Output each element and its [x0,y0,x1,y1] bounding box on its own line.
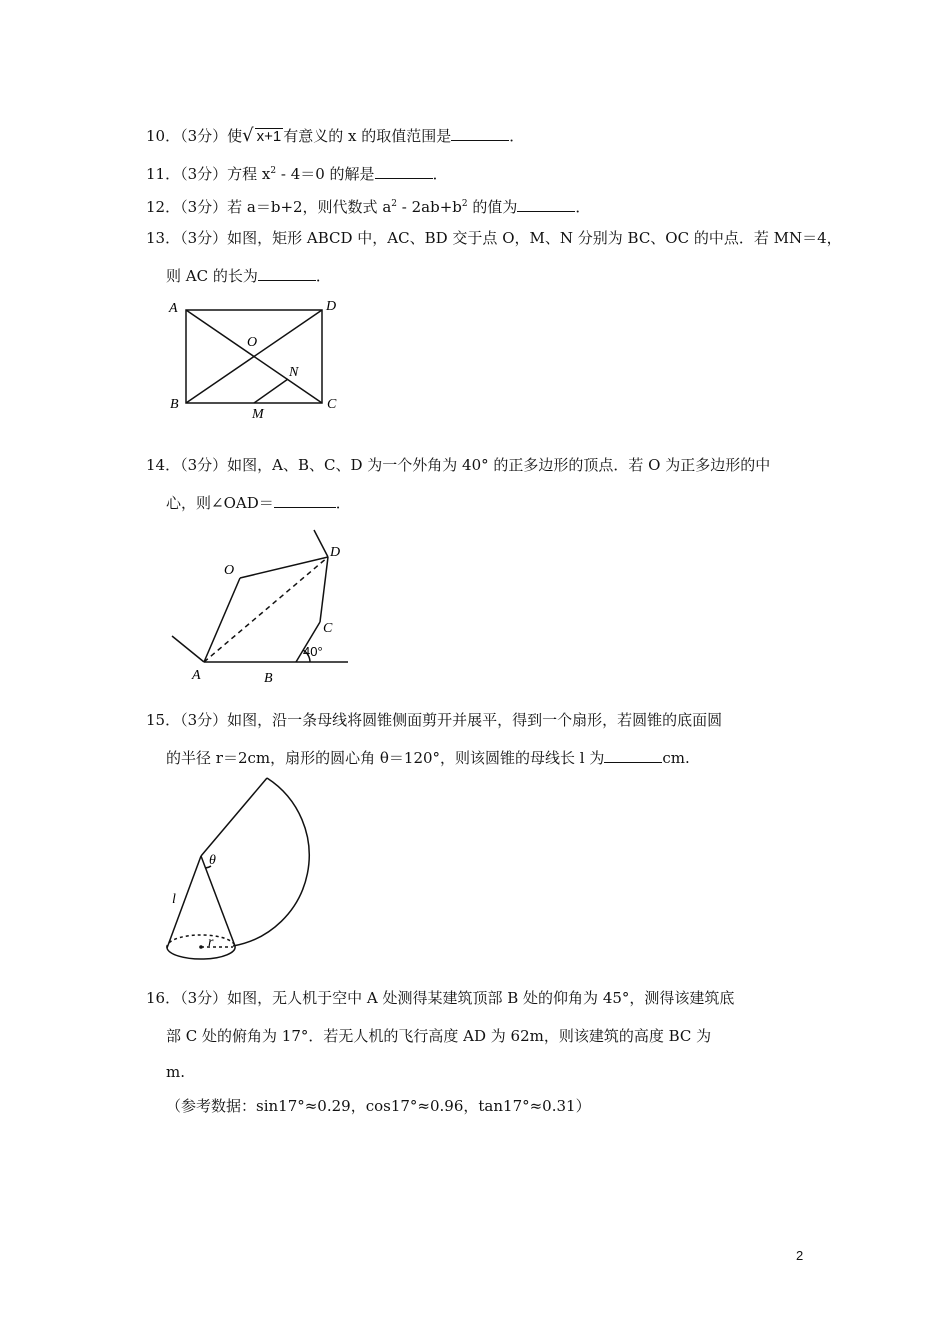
question-10: 10．（3分）使√ x+1 有意义的 x 的取值范围是 ． [146,125,525,146]
label-b: B [170,397,179,412]
answer-blank[interactable] [517,197,575,212]
label-d: D [330,545,341,560]
answer-blank[interactable] [604,748,662,763]
label-a: A [169,301,178,316]
side-dc [320,557,328,622]
question-12: 12．（3分）若 a＝b+2，则代数式 $a^2 - 2ab+b^2$ 的值为 ． [146,198,591,216]
question-16-line1: 16．（3分）如图，无人机于空中 A 处测得某建筑顶部 B 处的仰角为 45°，测得该建筑底 [146,989,735,1007]
question-16-line3: m. [166,1063,185,1081]
page-number: 2 [796,1248,804,1263]
question-15-line2: 的半径 r＝2cm，扇形的圆心角 θ＝120°，则该圆锥的母线长 l 为 cm. [166,749,690,767]
answer-blank[interactable] [258,266,316,281]
label-l: l [172,892,176,907]
sector-arc [233,778,309,946]
label-c: C [327,397,337,412]
polygon-figure [160,522,360,687]
question-14-line1: 14．（3分）如图，A、B、C、D 为一个外角为 40° 的正多边形的顶点．若 O 为正多边形的中 [146,456,771,474]
question-16-reference: （参考数据：sin17°≈0.29，cos17°≈0.96，tan17°≈0.31） [166,1097,591,1115]
answer-blank[interactable] [451,126,509,141]
question-11: 11．（3分）方程 $x^2 - 4=0$ 的解是 ． [146,165,448,183]
question-13-line1: 13．（3分）如图，矩形 ABCD 中，AC、BD 交于点 O，M、N 分别为 BC、OC 的中点．若 MN＝4， [146,229,842,247]
segment-ao [204,578,240,662]
label-d: D [326,299,337,314]
extension-top [314,530,328,557]
label-r: r [208,935,214,950]
label-theta: θ [209,853,216,868]
question-14-line2: 心，则∠OAD＝ ． [166,494,351,512]
cone-right-slant [201,856,235,946]
extension-left [172,636,204,662]
label-c: C [323,621,333,636]
question-13-line2: 则 AC 的长为 ． [166,267,331,285]
question-15-line1: 15．（3分）如图，沿一条母线将圆锥侧面剪开并展平，得到一个扇形，若圆锥的底面圆 [146,711,723,729]
base-center [199,945,203,949]
segment-mn [254,379,288,403]
label-a: A [192,668,201,683]
label-n: N [289,365,299,380]
sector-radius-top [201,778,267,856]
question-16-line2: 部 C 处的俯角为 17°．若无人机的飞行高度 AD 为 62m，则该建筑的高度 BC 为 [166,1027,712,1045]
label-o: O [247,335,258,350]
answer-blank[interactable] [274,493,336,508]
answer-blank[interactable] [375,164,433,179]
label-b: B [264,671,273,686]
angle-label: 40° [303,644,323,659]
sqrt-icon: √ [242,125,254,146]
label-o: O [224,563,235,578]
label-m: M [252,407,264,422]
rectangle-figure [160,292,360,422]
cone-figure [155,770,325,970]
